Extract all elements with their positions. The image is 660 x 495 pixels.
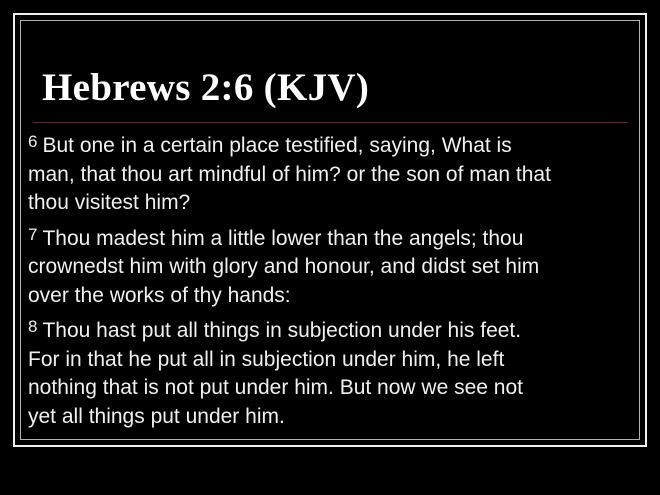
verse-paragraph-8 xyxy=(28,317,638,431)
verse-number-6: 6 xyxy=(28,132,38,151)
verse-line: Thou hast put all things in subjection under his feet. xyxy=(42,319,522,342)
verse-line: crownedst him with glory and honour, and didst set him xyxy=(28,255,540,278)
verse-paragraph-7 xyxy=(28,225,638,311)
title-underline-rule xyxy=(33,122,628,123)
verse-line: For in that he put all in subjection under him, he left xyxy=(28,347,505,371)
verse-line: But one in a certain place testified, saying, What is xyxy=(42,134,512,157)
verse-number-8: 8 xyxy=(28,317,38,336)
slide-title: Hebrews 2:6 (KJV) xyxy=(42,66,370,109)
verse-text-block xyxy=(28,132,638,438)
verse-line: thou visitest him? xyxy=(28,191,191,214)
verse-line: man, that thou art mindful of him? or the son of man that xyxy=(28,162,551,186)
verse-line: nothing that is not put under him. But now we see not xyxy=(28,376,523,399)
verse-line: Thou madest him a little lower than the angels; thou xyxy=(42,226,524,250)
verse-line: yet all things put under him. xyxy=(28,404,285,428)
verse-paragraph-6 xyxy=(28,132,638,218)
verse-line: over the works of thy hands: xyxy=(28,283,291,307)
verse-number-7: 7 xyxy=(28,224,38,244)
